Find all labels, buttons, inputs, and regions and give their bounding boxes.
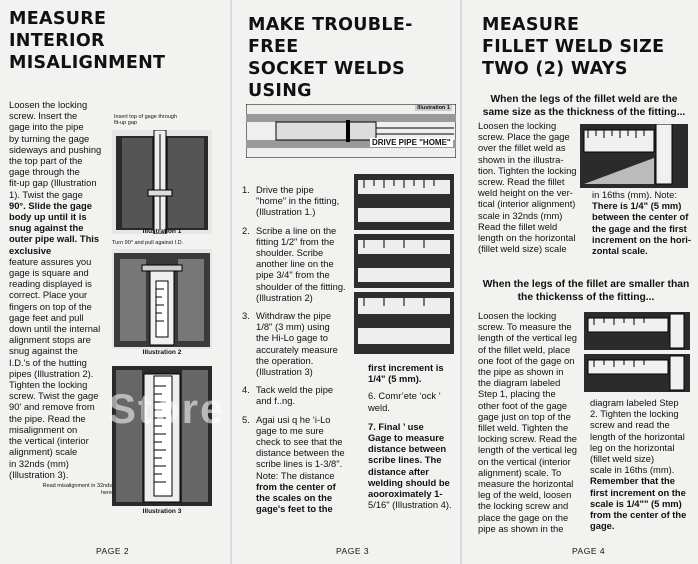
page-2-title: MEASURE INTERIOR MISALIGNMENT — [9, 9, 166, 73]
page-3-title: MAKE TROUBLE-FREE SOCKET WELDS USING — [248, 15, 413, 101]
page-4-number: PAGE 4 — [572, 546, 606, 556]
illustration-3-label: Read misalignment in 32nds here — [42, 483, 112, 496]
illustration-2: Turn 90° and pull against I.D. Illustration 2 — [112, 239, 212, 361]
section-1-heading: When the legs of the fillet weld are the same size as the thickness of the fitting... — [482, 94, 686, 118]
fillet-gauge-illustration-1 — [580, 124, 688, 188]
illustration-3: Illustration 3 — [112, 366, 212, 518]
socket-drawing — [246, 104, 456, 158]
section-2-body-right: diagram labeled Step 2. Tighten the locking screw and read the length of the horizontal leg on the horizontal (fillet weld size) scale in 16ths (mm). Remember that the first increment on the scale is 1/4"" (5 mm) from the center of the gage. — [590, 397, 687, 532]
page-4 — [462, 0, 698, 564]
page-2-body: Loosen the locking screw. Insert the gage into the pipe by turning the gage sideways and pushing the top part of the gage through the fit-up gap (Illustration 1). Twist the gage 90°. Slide the gage body up until it is snug against the outer pipe wall. This exclusive feature assures you gage is square and reading displayed is correct. Place your fingers on top of the gage feet and pull down until the internal alignment stops are snug against the I.D.'s of the hutting pipes (Illustration 2). Tighten the locking screw. Twist the gage 90' and remove from the pipe. Read the misalignment on the vertical (interior alignment) scale in 32nds (mm) (Illustration 3). — [9, 99, 102, 480]
page-3-steps — [242, 184, 360, 521]
step-3: 3. Withdraw the pipe 1/8" (3 mm) using the Hi-Lo gage to accurately measure the operation. (Illustration 3) — [242, 310, 338, 378]
watermark: Store — [108, 385, 226, 432]
step-2: 2. Scribe a line on the fitting 1/2" from the shoulder. Scribe another line on the pipe 3/4" from the shoulder of the fitting. (Illustration 2) — [242, 224, 346, 303]
illustration-socket-2-4 — [354, 174, 454, 356]
section-1-body: Loosen the locking screw. Place the gage over the fillet weld as shown in the illustra- tion. Tighten the locking screw. Read the fillet weld height on the ver- tical (interior alignment) scale in 32nds (mm) Read the fillet weld length on the horizontal (fillet weld size) scale — [478, 120, 577, 255]
step-5: 5. Agai usi q he ‘i-Lo gage to me sure check to see that the distance between the scribe lines is 1-3/8". Note: The distance from the center of the scales on the gage's feet to the — [242, 413, 345, 515]
page-3-right-text: first increment is 1/4" (5 mm). 6. Comr’ete ‘ock ’ weld. 7. Final ’ use Gage to measure distance between scribe lines. The distance after welding should be aooroximately 1- 5/16" (Illustration 4). — [368, 362, 452, 511]
section-1-body-right: in 16ths (mm). Note: There is 1/4" (5 mm) between the center of the gage and the first increment on the hori- zontal scale. — [592, 189, 691, 257]
fillet-gauge-illustration-2 — [584, 312, 690, 392]
illustration-socket-1: Illustration 1 DRIVE PIPE "HOME" — [246, 104, 456, 158]
step-1: 1. Drive the pipe "home" in the fitting, (Illustration 1.) — [242, 184, 340, 218]
page-4-title: MEASURE FILLET WELD SIZE TWO (2) WAYS — [482, 15, 665, 79]
page-3-number: PAGE 3 — [336, 546, 370, 556]
step-4: 4. Tack weld the pipe and f..ng. — [242, 384, 334, 407]
page-3 — [232, 0, 460, 564]
section-2-body: Loosen the locking screw. To measure the length of the vertical leg of the fillet weld, place one foot of the gage on the pipe as shown in the diagram labeled Step 1, placing the other foot of the gage gage just on top of the fillet weld. Tighten the locking screw. Read the length of the vertical leg on the vertical (interior alignment) scale. To measure the horizontal leg of the weld, loosen the locking screw and place the gage on the pipe as shown in the — [478, 310, 578, 534]
page-2 — [0, 0, 230, 564]
page-2-number: PAGE 2 — [96, 546, 130, 556]
illustration-1: Insert top of gage through fit-up gap Illustration 1 — [112, 114, 212, 240]
illustration-1-drawing — [112, 130, 212, 234]
illustration-2-drawing — [112, 249, 212, 349]
section-2-heading: When the legs of the fillet are smaller than the thickenss of the fitting... — [482, 279, 690, 303]
gauge-stack — [354, 174, 454, 356]
